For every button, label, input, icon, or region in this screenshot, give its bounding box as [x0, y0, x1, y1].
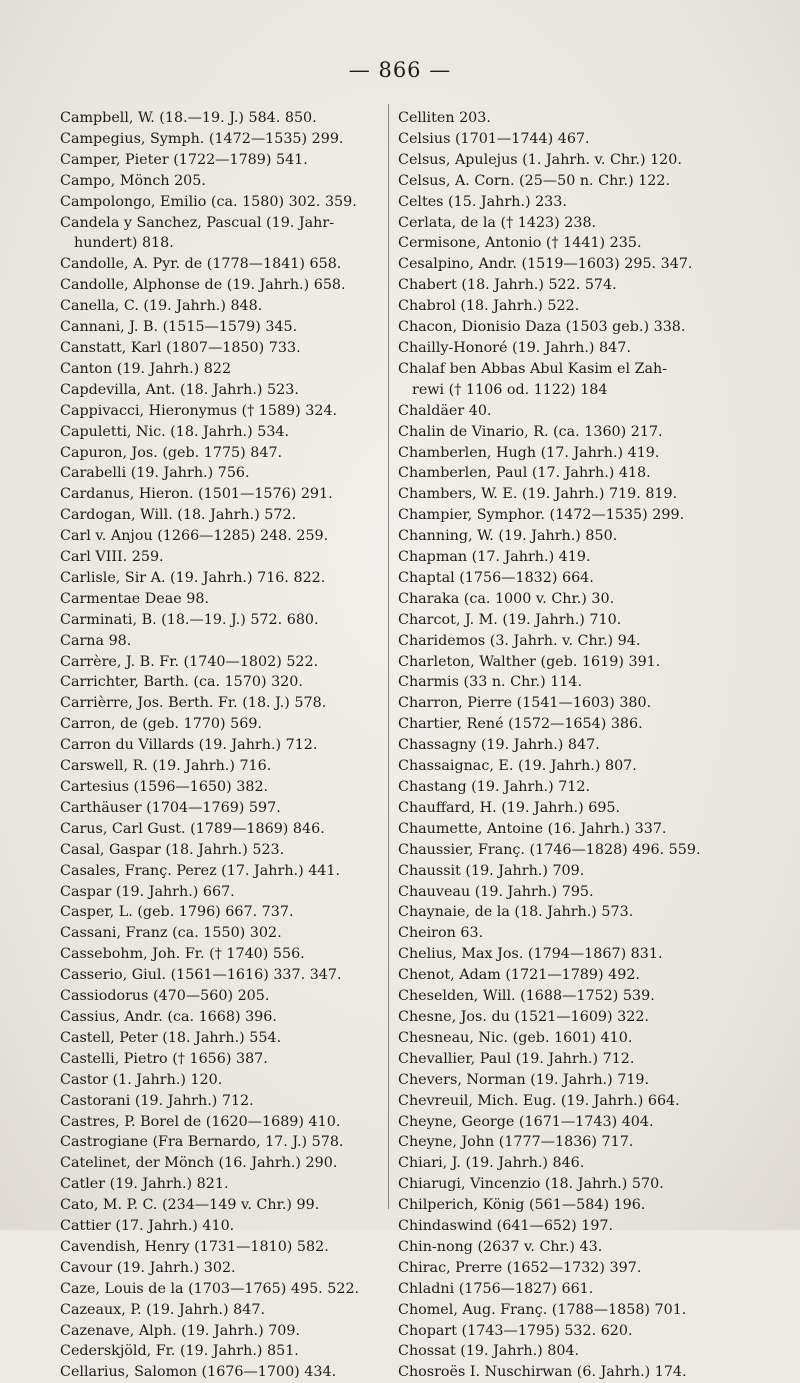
- index-entry: Canton (19. Jahrh.) 822: [60, 360, 232, 377]
- index-entry: Castrogiane (Fra Bernardo, 17. J.) 578.: [60, 1134, 344, 1151]
- index-entry: Casper, L. (geb. 1796) 667. 737.: [60, 904, 294, 921]
- index-entry: Chaumette, Antoine (16. Jahrh.) 337.: [398, 820, 667, 837]
- index-entry: Channing, W. (19. Jahrh.) 850.: [398, 528, 618, 545]
- index-entry: Cheyne, George (1671—1743) 404.: [398, 1113, 654, 1130]
- index-entry: Charaka (ca. 1000 v. Chr.) 30.: [398, 590, 615, 607]
- index-entry: Casserio, Giul. (1561—1616) 337. 347.: [60, 967, 342, 984]
- index-entry: Chevreuil, Mich. Eug. (19. Jahrh.) 664.: [398, 1092, 680, 1109]
- index-entry: Cassius, Andr. (ca. 1668) 396.: [60, 1008, 277, 1025]
- index-entry: Cheyne, John (1777—1836) 717.: [398, 1134, 634, 1151]
- index-entry: Cattier (17. Jahrh.) 410.: [60, 1218, 235, 1235]
- index-entry: Cardogan, Will. (18. Jahrh.) 572.: [60, 507, 297, 524]
- index-entry: Chamberlen, Paul (17. Jahrh.) 418.: [398, 465, 651, 482]
- index-entry: Casales, Franç. Perez (17. Jahrh.) 441.: [60, 862, 341, 879]
- index-entry: Celtes (15. Jahrh.) 233.: [398, 193, 567, 210]
- index-entry: Charidemos (3. Jahrh. v. Chr.) 94.: [398, 632, 641, 649]
- index-entry: Chassaignac, E. (19. Jahrh.) 807.: [398, 758, 637, 775]
- index-entry: Cheselden, Will. (1688—1752) 539.: [398, 988, 655, 1005]
- index-entry: Chaptal (1756—1832) 664.: [398, 569, 594, 586]
- index-entry: Chelius, Max Jos. (1794—1867) 831.: [398, 946, 663, 963]
- index-entry: Castorani (19. Jahrh.) 712.: [60, 1092, 254, 1109]
- index-entry: Castelli, Pietro († 1656) 387.: [60, 1050, 268, 1067]
- index-entry: Charleton, Walther (geb. 1619) 391.: [398, 653, 661, 670]
- index-entry: Champier, Symphor. (1472—1535) 299.: [398, 507, 685, 524]
- index-entry: Cerlata, de la († 1423) 238.: [398, 214, 597, 231]
- index-entry: Chladni (1756—1827) 661.: [398, 1280, 594, 1297]
- index-entry: Candolle, A. Pyr. de (1778—1841) 658.: [60, 256, 342, 273]
- index-entry: Cassiodorus (470—560) 205.: [60, 988, 270, 1005]
- index-entry: Chapman (17. Jahrh.) 419.: [398, 549, 591, 566]
- index-entry: Cavour (19. Jahrh.) 302.: [60, 1259, 236, 1276]
- index-entry: Charron, Pierre (1541—1603) 380.: [398, 695, 652, 712]
- index-entry: Chailly-Honoré (19. Jahrh.) 847.: [398, 339, 631, 356]
- index-entry: Campbell, W. (18.—19. J.) 584. 850.: [60, 110, 317, 126]
- index-entry: Castell, Peter (18. Jahrh.) 554.: [60, 1029, 282, 1046]
- index-entry: Chopart (1743—1795) 532. 620.: [398, 1322, 633, 1339]
- index-entry: Candolle, Alphonse de (19. Jahrh.) 658.: [60, 277, 346, 294]
- index-entry: Chambers, W. E. (19. Jahrh.) 719. 819.: [398, 486, 678, 503]
- page-number: — 866 —: [348, 58, 452, 82]
- index-entry: Candela y Sanchez, Pascual (19. Jahr-: [60, 214, 335, 231]
- index-entry: Carrièrre, Jos. Berth. Fr. (18. J.) 578.: [60, 695, 327, 712]
- index-entry: Chevallier, Paul (19. Jahrh.) 712.: [398, 1050, 635, 1067]
- index-entry: Camper, Pieter (1722—1789) 541.: [60, 151, 308, 168]
- index-entry: Cheiron 63.: [398, 925, 484, 942]
- index-entry-continuation: hundert) 818.: [74, 235, 174, 252]
- index-entry: Chaldäer 40.: [398, 402, 492, 419]
- index-entry: Carl v. Anjou (1266—1285) 248. 259.: [60, 528, 329, 545]
- index-entry: Catelinet, der Mönch (16. Jahrh.) 290.: [60, 1155, 338, 1172]
- index-entry: Canstatt, Karl (1807—1850) 733.: [60, 339, 301, 356]
- index-column-left: [60, 108, 382, 1383]
- index-entry: Capdevilla, Ant. (18. Jahrh.) 523.: [60, 381, 299, 398]
- index-entry: Charmis (33 n. Chr.) 114.: [398, 674, 583, 691]
- index-entry: Chossat (19. Jahrh.) 804.: [398, 1343, 580, 1360]
- index-entry: Catler (19. Jahrh.) 821.: [60, 1176, 229, 1193]
- index-entry: Carminati, B. (18.—19. J.) 572. 680.: [60, 611, 319, 628]
- index-entry: Capuletti, Nic. (18. Jahrh.) 534.: [60, 423, 290, 440]
- index-entry: Carmentae Deae 98.: [60, 590, 209, 607]
- index-entry: Celliten 203.: [398, 110, 491, 126]
- index-entry: Campegius, Symph. (1472—1535) 299.: [60, 130, 344, 147]
- column-divider: [388, 104, 389, 1209]
- index-entry: Cermisone, Antonio († 1441) 235.: [398, 235, 642, 252]
- index-entry: Chesneau, Nic. (geb. 1601) 410.: [398, 1029, 633, 1046]
- index-entry: Campolongo, Emilio (ca. 1580) 302. 359.: [60, 193, 357, 210]
- index-entry: Cellarius, Salomon (1676—1700) 434.: [60, 1364, 337, 1381]
- index-entry: Chaussit (19. Jahrh.) 709.: [398, 862, 585, 879]
- index-entry: Cederskjöld, Fr. (19. Jahrh.) 851.: [60, 1343, 299, 1360]
- index-entry: Chacon, Dionisio Daza (1503 geb.) 338.: [398, 319, 686, 336]
- index-entry: Chirac, Prerre (1652—1732) 397.: [398, 1259, 642, 1276]
- index-entry: Chamberlen, Hugh (17. Jahrh.) 419.: [398, 444, 660, 461]
- index-entry: Chiari, J. (19. Jahrh.) 846.: [398, 1155, 585, 1172]
- index-entry: Carna 98.: [60, 632, 132, 649]
- index-entry: Celsus, Apulejus (1. Jahrh. v. Chr.) 120.: [398, 151, 682, 168]
- index-entry: Chalin de Vinario, R. (ca. 1360) 217.: [398, 423, 663, 440]
- index-entry: Celsius (1701—1744) 467.: [398, 130, 590, 147]
- index-entry: Chauffard, H. (19. Jahrh.) 695.: [398, 799, 621, 816]
- index-entry: Chaussier, Franç. (1746—1828) 496. 559.: [398, 841, 701, 858]
- index-entry: Carthäuser (1704—1769) 597.: [60, 799, 281, 816]
- index-entry: Castres, P. Borel de (1620—1689) 410.: [60, 1113, 341, 1130]
- index-entry: Chesne, Jos. du (1521—1609) 322.: [398, 1008, 649, 1025]
- index-entry: Campo, Mönch 205.: [60, 172, 206, 189]
- index-entry: Chalaf ben Abbas Abul Kasim el Zah-: [398, 360, 668, 377]
- index-entry: Cesalpino, Andr. (1519—1603) 295. 347.: [398, 256, 693, 273]
- index-entry: Cassani, Franz (ca. 1550) 302.: [60, 925, 282, 942]
- index-entry: Castor (1. Jahrh.) 120.: [60, 1071, 223, 1088]
- index-entry: Chin-nong (2637 v. Chr.) 43.: [398, 1238, 603, 1255]
- index-entry: Celsus, A. Corn. (25—50 n. Chr.) 122.: [398, 172, 671, 189]
- index-entry: Capuron, Jos. (geb. 1775) 847.: [60, 444, 283, 461]
- index-entry: Chartier, René (1572—1654) 386.: [398, 716, 643, 733]
- index-entry: Chassagny (19. Jahrh.) 847.: [398, 737, 600, 754]
- index-entry: Carl VIII. 259.: [60, 549, 164, 566]
- index-entry: Carron, de (geb. 1770) 569.: [60, 716, 262, 733]
- index-entry: Cavendish, Henry (1731—1810) 582.: [60, 1238, 329, 1255]
- index-entry: Cannani, J. B. (1515—1579) 345.: [60, 319, 298, 336]
- index-entry: Caspar (19. Jahrh.) 667.: [60, 883, 235, 900]
- index-entry: Carrère, J. B. Fr. (1740—1802) 522.: [60, 653, 319, 670]
- index-entry: Carswell, R. (19. Jahrh.) 716.: [60, 758, 272, 775]
- index-entry: Carlisle, Sir A. (19. Jahrh.) 716. 822.: [60, 569, 326, 586]
- index-entry: Carus, Carl Gust. (1789—1869) 846.: [60, 820, 325, 837]
- index-entry: Chabert (18. Jahrh.) 522. 574.: [398, 277, 617, 294]
- index-entry: Chilperich, König (561—584) 196.: [398, 1197, 646, 1214]
- index-entry: Chomel, Aug. Franç. (1788—1858) 701.: [398, 1301, 687, 1318]
- index-entry: Cazeaux, P. (19. Jahrh.) 847.: [60, 1301, 266, 1318]
- index-entry: Chevers, Norman (19. Jahrh.) 719.: [398, 1071, 650, 1088]
- index-entry: Charcot, J. M. (19. Jahrh.) 710.: [398, 611, 622, 628]
- index-entry-continuation: rewi († 1106 od. 1122) 184: [412, 381, 608, 398]
- index-entry: Chabrol (18. Jahrh.) 522.: [398, 298, 580, 315]
- index-entry: Chiarugi, Vincenzio (18. Jahrh.) 570.: [398, 1176, 664, 1193]
- index-entry: Chastang (19. Jahrh.) 712.: [398, 779, 591, 795]
- index-entry: Chindaswind (641—652) 197.: [398, 1218, 614, 1235]
- index-entry: Chosroës I. Nuschirwan (6. Jahrh.) 174.: [398, 1364, 687, 1381]
- index-entry: Canella, C. (19. Jahrh.) 848.: [60, 298, 263, 315]
- index-entry: Caze, Louis de la (1703—1765) 495. 522.: [60, 1280, 360, 1297]
- index-entry: Cato, M. P. C. (234—149 v. Chr.) 99.: [60, 1197, 320, 1214]
- index-column-right: [398, 108, 768, 1383]
- index-entry: Chenot, Adam (1721—1789) 492.: [398, 967, 640, 984]
- index-entry: Cartesius (1596—1650) 382.: [60, 779, 269, 795]
- index-entry: Cardanus, Hieron. (1501—1576) 291.: [60, 486, 333, 503]
- index-entry: Chauveau (19. Jahrh.) 795.: [398, 883, 594, 900]
- index-entry: Carabelli (19. Jahrh.) 756.: [60, 465, 250, 482]
- index-entry: Cassebohm, Joh. Fr. († 1740) 556.: [60, 946, 305, 963]
- index-entry: Cazenave, Alph. (19. Jahrh.) 709.: [60, 1322, 301, 1339]
- index-entry: Carron du Villards (19. Jahrh.) 712.: [60, 737, 318, 754]
- index-entry: Carrichter, Barth. (ca. 1570) 320.: [60, 674, 303, 691]
- index-entry: Chaynaie, de la (18. Jahrh.) 573.: [398, 904, 634, 921]
- index-entry: Casal, Gaspar (18. Jahrh.) 523.: [60, 841, 285, 858]
- index-entry: Cappivacci, Hieronymus († 1589) 324.: [60, 402, 338, 419]
